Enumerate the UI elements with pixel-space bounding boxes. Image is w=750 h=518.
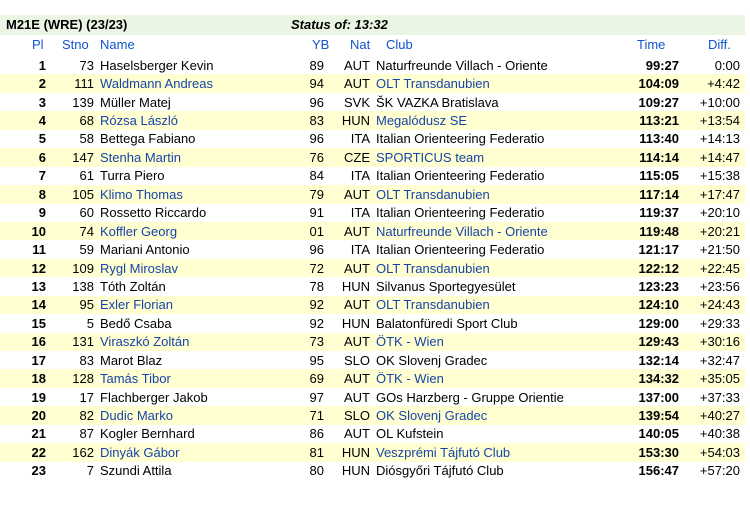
club-cell: SPORTICUS team (370, 148, 615, 166)
year-of-birth-cell: 76 (284, 148, 324, 166)
table-row (0, 93, 745, 111)
table-row (0, 314, 745, 332)
nation-cell: ITA (350, 131, 370, 147)
place-cell: 4 (0, 111, 46, 129)
place-cell: 5 (38, 131, 46, 147)
time-cell: 113:21 (615, 111, 679, 129)
table-row (0, 425, 745, 443)
nation-cell: ITA (350, 168, 370, 184)
diff-cell: +54:03 (679, 443, 745, 461)
time-cell: 140:05 (638, 426, 679, 442)
time-cell: 134:32 (615, 369, 679, 387)
year-of-birth-cell: 83 (284, 111, 324, 129)
nation-cell: AUT (324, 296, 370, 314)
diff-cell: +22:45 (679, 259, 745, 277)
name-cell: Viraszkó Zoltán (94, 333, 284, 351)
time-cell: 156:47 (638, 463, 679, 479)
time-cell: 122:12 (615, 259, 679, 277)
time-cell: 139:54 (615, 406, 679, 424)
time-cell: 99:27 (645, 57, 679, 73)
name-cell: Müller Matej (100, 94, 171, 110)
column-header-row (0, 36, 745, 54)
club-cell: Italian Orienteering Federatio (376, 205, 545, 221)
start-number-cell: 59 (79, 242, 94, 258)
place-cell: 16 (0, 333, 46, 351)
name-cell: Klimo Thomas (94, 185, 284, 203)
name-cell: Tamás Tibor (94, 369, 284, 387)
year-of-birth-cell: 84 (309, 168, 324, 184)
start-number-cell: 17 (79, 389, 94, 405)
place-cell: 17 (31, 352, 46, 368)
nation-cell: ITA (350, 205, 370, 221)
nation-cell: AUT (344, 389, 370, 405)
club-cell: Italian Orienteering Federatio (376, 131, 545, 147)
start-number-cell: 131 (46, 333, 94, 351)
start-number-cell: 7 (86, 463, 94, 479)
column-header-name: Name (100, 37, 135, 52)
nation-cell: AUT (344, 426, 370, 442)
table-row (0, 130, 745, 148)
year-of-birth-cell: 89 (309, 57, 324, 73)
table-row (0, 259, 745, 277)
table-row (0, 204, 745, 222)
place-cell: 22 (0, 443, 46, 461)
start-number-cell: 73 (79, 57, 94, 73)
diff-cell: +15:38 (699, 168, 740, 184)
diff-cell: +21:50 (699, 242, 740, 258)
diff-cell: +30:16 (679, 333, 745, 351)
nation-cell: SLO (343, 352, 370, 368)
start-number-cell: 139 (72, 94, 94, 110)
name-cell: Marot Blaz (100, 352, 163, 368)
start-number-cell: 95 (46, 296, 94, 314)
time-cell: 129:00 (638, 315, 679, 331)
time-cell: 117:14 (615, 185, 679, 203)
start-number-cell: 83 (79, 352, 94, 368)
place-cell: 7 (38, 168, 46, 184)
diff-cell: +24:43 (679, 296, 745, 314)
table-row (0, 148, 745, 166)
name-cell: Rózsa László (94, 111, 284, 129)
start-number-cell: 162 (46, 443, 94, 461)
time-cell: 137:00 (638, 389, 679, 405)
year-of-birth-cell: 79 (284, 185, 324, 203)
time-cell: 153:30 (615, 443, 679, 461)
name-cell: Flachberger Jakob (100, 389, 208, 405)
start-number-cell: 58 (79, 131, 94, 147)
name-cell: Waldmann Andreas (94, 74, 284, 92)
nation-cell: HUN (341, 278, 370, 294)
year-of-birth-cell: 81 (284, 443, 324, 461)
place-cell: 23 (31, 463, 46, 479)
club-cell: OLT Transdanubien (370, 296, 615, 314)
diff-cell: +35:05 (679, 369, 745, 387)
nation-cell: AUT (324, 369, 370, 387)
time-cell: 129:43 (615, 333, 679, 351)
nation-cell: SLO (324, 406, 370, 424)
year-of-birth-cell: 86 (309, 426, 324, 442)
place-cell: 12 (0, 259, 46, 277)
year-of-birth-cell: 69 (284, 369, 324, 387)
nation-cell: AUT (324, 259, 370, 277)
diff-cell: +40:38 (699, 426, 740, 442)
name-cell: Mariani Antonio (100, 242, 190, 258)
place-cell: 6 (0, 148, 46, 166)
club-cell: OK Slovenj Gradec (370, 406, 615, 424)
time-cell: 115:05 (639, 168, 679, 184)
place-cell: 18 (0, 369, 46, 387)
table-row (0, 111, 745, 129)
year-of-birth-cell: 96 (309, 131, 324, 147)
year-of-birth-cell: 91 (309, 205, 324, 221)
diff-cell: +40:27 (679, 406, 745, 424)
column-header-stno: Stno (62, 37, 89, 52)
time-cell: 123:23 (638, 278, 679, 294)
club-cell: Balatonfüredi Sport Club (376, 315, 518, 331)
column-header-diff: Diff. (708, 37, 731, 52)
column-header-nat: Nat (350, 37, 371, 52)
name-cell: Dudic Marko (94, 406, 284, 424)
table-row (0, 333, 745, 351)
diff-cell: +14:13 (699, 131, 740, 147)
name-cell: Rygl Miroslav (94, 259, 284, 277)
name-cell: Stenha Martin (94, 148, 284, 166)
club-cell: Italian Orienteering Federatio (376, 168, 545, 184)
start-number-cell: 5 (86, 315, 94, 331)
class-title: M21E (WRE) (23/23) (6, 17, 128, 32)
club-cell: ÖTK - Wien (370, 333, 615, 351)
club-cell: GOs Harzberg - Gruppe Orientie (376, 389, 564, 405)
year-of-birth-cell: 96 (309, 242, 324, 258)
nation-cell: HUN (341, 463, 370, 479)
status-time: Status of: 13:32 (291, 17, 388, 32)
table-row (0, 185, 745, 203)
club-cell: OK Slovenj Gradec (376, 352, 488, 368)
year-of-birth-cell: 01 (284, 222, 324, 240)
table-row (0, 296, 745, 314)
start-number-cell: 138 (72, 278, 94, 294)
nation-cell: AUT (324, 333, 370, 351)
year-of-birth-cell: 71 (284, 406, 324, 424)
club-cell: OLT Transdanubien (370, 74, 615, 92)
nation-cell: ITA (350, 242, 370, 258)
year-of-birth-cell: 95 (309, 352, 324, 368)
name-cell: Kogler Bernhard (100, 426, 195, 442)
nation-cell: AUT (324, 222, 370, 240)
place-cell: 15 (31, 315, 46, 331)
place-cell: 19 (31, 389, 46, 405)
start-number-cell: 128 (46, 369, 94, 387)
nation-cell: AUT (344, 57, 370, 73)
table-row (0, 388, 745, 406)
place-cell: 1 (38, 57, 46, 73)
place-cell: 8 (0, 185, 46, 203)
club-cell: Naturfreunde Villach - Oriente (376, 57, 548, 73)
club-cell: Silvanus Sportegyesület (376, 278, 516, 294)
class-title-bar (0, 15, 745, 35)
club-cell: Megalódusz SE (370, 111, 615, 129)
table-row (0, 443, 745, 461)
results-body (0, 56, 745, 480)
start-number-cell: 111 (46, 74, 94, 92)
nation-cell: CZE (324, 148, 370, 166)
club-cell: OL Kufstein (376, 426, 444, 442)
year-of-birth-cell: 97 (309, 389, 324, 405)
time-cell: 121:17 (638, 242, 679, 258)
diff-cell: 0:00 (714, 57, 740, 73)
time-cell: 132:14 (638, 352, 679, 368)
year-of-birth-cell: 80 (309, 463, 324, 479)
diff-cell: +13:54 (679, 111, 745, 129)
name-cell: Exler Florian (94, 296, 284, 314)
time-cell: 104:09 (615, 74, 679, 92)
club-cell: ÖTK - Wien (370, 369, 615, 387)
club-cell: ŠK VAZKA Bratislava (376, 94, 499, 110)
name-cell: Turra Piero (100, 168, 165, 184)
table-row (0, 167, 745, 185)
club-cell: OLT Transdanubien (370, 185, 615, 203)
club-cell: Naturfreunde Villach - Oriente (370, 222, 615, 240)
start-number-cell: 147 (46, 148, 94, 166)
year-of-birth-cell: 72 (284, 259, 324, 277)
table-row (0, 222, 745, 240)
nation-cell: HUN (324, 111, 370, 129)
time-cell: 119:37 (639, 205, 679, 221)
table-row (0, 406, 745, 424)
table-row (0, 277, 745, 295)
name-cell: Szundi Attila (100, 463, 172, 479)
place-cell: 2 (0, 74, 46, 92)
table-row (0, 462, 745, 480)
diff-cell: +23:56 (699, 278, 740, 294)
table-row (0, 369, 745, 387)
column-header-yb: YB (312, 37, 330, 52)
diff-cell: +20:21 (679, 222, 745, 240)
place-cell: 3 (38, 94, 46, 110)
diff-cell: +57:20 (699, 463, 740, 479)
diff-cell: +4:42 (679, 74, 745, 92)
name-cell: Tóth Zoltán (100, 278, 166, 294)
time-cell: 113:40 (639, 131, 679, 147)
start-number-cell: 74 (46, 222, 94, 240)
time-cell: 109:27 (638, 94, 679, 110)
year-of-birth-cell: 73 (284, 333, 324, 351)
nation-cell: HUN (324, 443, 370, 461)
place-cell: 20 (0, 406, 46, 424)
table-row (0, 56, 745, 74)
start-number-cell: 61 (79, 168, 94, 184)
diff-cell: +20:10 (699, 205, 740, 221)
table-row (0, 74, 745, 92)
place-cell: 11 (32, 242, 46, 258)
diff-cell: +14:47 (679, 148, 745, 166)
start-number-cell: 109 (46, 259, 94, 277)
name-cell: Haselsberger Kevin (100, 57, 214, 73)
name-cell: Bettega Fabiano (100, 131, 196, 147)
club-cell: Italian Orienteering Federatio (376, 242, 545, 258)
column-header-club: Club (386, 37, 413, 52)
name-cell: Dinyák Gábor (94, 443, 284, 461)
diff-cell: +17:47 (679, 185, 745, 203)
name-cell: Koffler Georg (94, 222, 284, 240)
club-cell: Veszprémi Tájfutó Club (370, 443, 615, 461)
diff-cell: +37:33 (699, 389, 740, 405)
column-header-pl: Pl (32, 37, 44, 52)
name-cell: Rossetto Riccardo (100, 205, 207, 221)
diff-cell: +32:47 (699, 352, 740, 368)
year-of-birth-cell: 92 (309, 315, 324, 331)
nation-cell: SVK (343, 94, 370, 110)
start-number-cell: 105 (46, 185, 94, 203)
place-cell: 21 (31, 426, 46, 442)
start-number-cell: 87 (79, 426, 94, 442)
name-cell: Bedő Csaba (100, 315, 172, 331)
year-of-birth-cell: 92 (284, 296, 324, 314)
nation-cell: HUN (341, 315, 370, 331)
year-of-birth-cell: 94 (284, 74, 324, 92)
time-cell: 114:14 (615, 148, 679, 166)
column-header-time: Time (637, 37, 666, 52)
club-cell: Diósgyőri Tájfutó Club (376, 463, 504, 479)
year-of-birth-cell: 78 (309, 278, 324, 294)
results-table (0, 56, 745, 480)
club-cell: OLT Transdanubien (370, 259, 615, 277)
diff-cell: +10:00 (699, 94, 740, 110)
table-row (0, 240, 745, 258)
start-number-cell: 82 (46, 406, 94, 424)
time-cell: 119:48 (615, 222, 679, 240)
place-cell: 13 (31, 278, 46, 294)
nation-cell: AUT (324, 185, 370, 203)
table-row (0, 351, 745, 369)
place-cell: 10 (0, 222, 46, 240)
nation-cell: AUT (324, 74, 370, 92)
start-number-cell: 60 (79, 205, 94, 221)
year-of-birth-cell: 96 (309, 94, 324, 110)
place-cell: 9 (38, 205, 46, 221)
diff-cell: +29:33 (699, 315, 740, 331)
place-cell: 14 (0, 296, 46, 314)
start-number-cell: 68 (46, 111, 94, 129)
time-cell: 124:10 (615, 296, 679, 314)
